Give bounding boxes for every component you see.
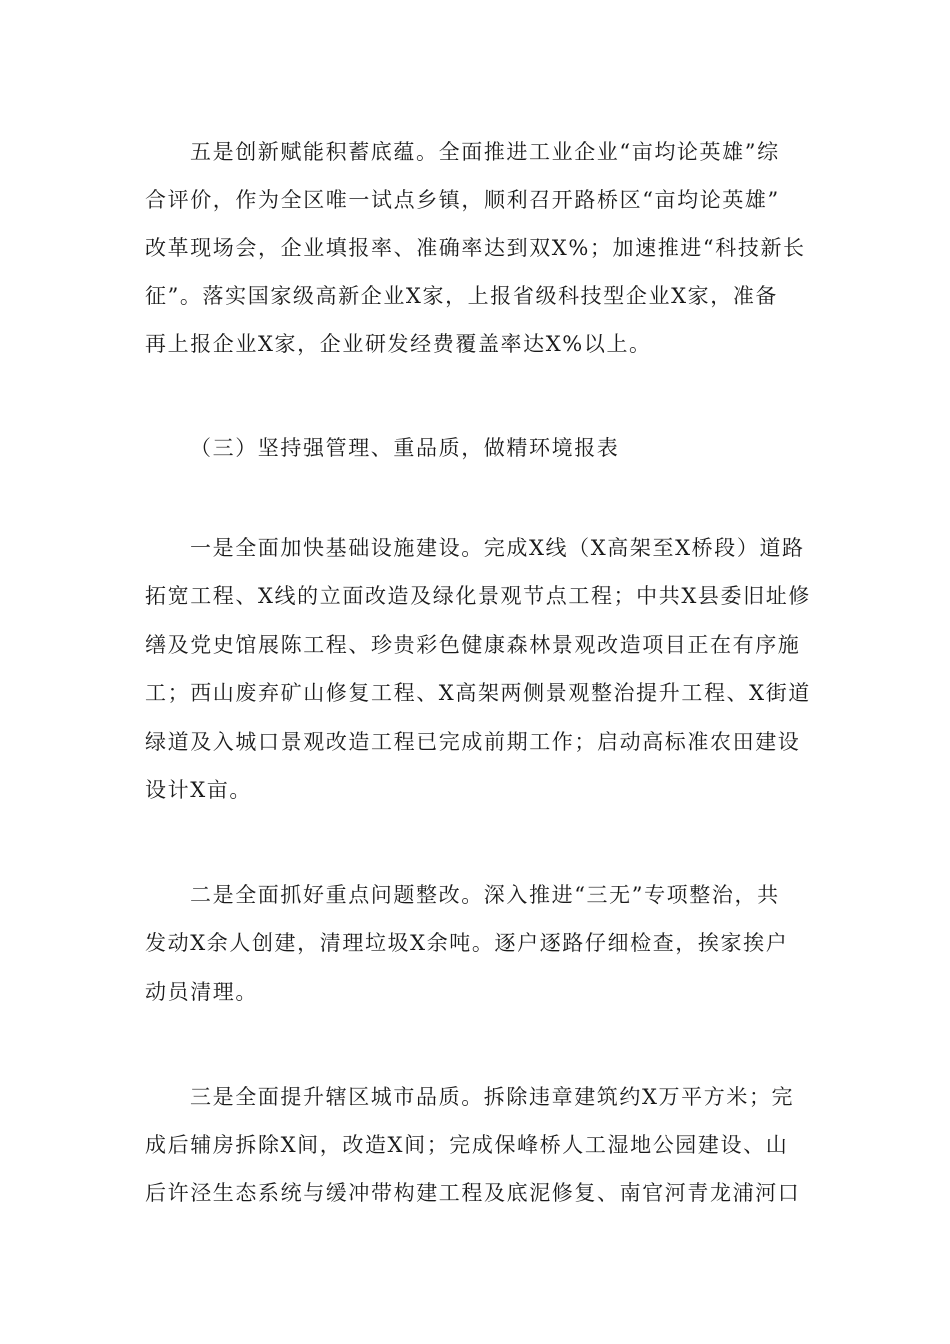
- text-line: 发动X余人创建，清理垃圾X余吨。逐户逐路仔细检查，挨家挨户: [145, 931, 789, 955]
- text-line: 拓宽工程、X线的立面改造及绿化景观节点工程；中共X县委旧址修: [145, 584, 811, 608]
- section-heading: （三）坚持强管理、重品质，做精环境报表: [190, 436, 620, 460]
- text-line: 一是全面加快基础设施建设。完成X线（X高架至X桥段）道路: [190, 536, 805, 560]
- text-line: 再上报企业X家，企业研发经费覆盖率达X%以上。: [145, 332, 652, 356]
- text-line: 五是创新赋能积蓄底蕴。全面推进工业企业“亩均论英雄”综: [190, 140, 780, 164]
- text-line: 三是全面提升辖区城市品质。拆除违章建筑约X万平方米；完: [190, 1085, 795, 1109]
- text-line: 缮及党史馆展陈工程、珍贵彩色健康森林景观改造项目正在有序施: [145, 633, 801, 657]
- text-line: 成后辅房拆除X间，改造X间；完成保峰桥人工湿地公园建设、山: [145, 1133, 789, 1157]
- text-line: 动员清理。: [145, 980, 258, 1004]
- text-line: 后许泾生态系统与缓冲带构建工程及底泥修复、南官河青龙浦河口: [145, 1181, 801, 1205]
- text-line: 合评价，作为全区唯一试点乡镇，顺利召开路桥区“亩均论英雄”: [145, 188, 780, 212]
- text-line: 绿道及入城口景观改造工程已完成前期工作；启动高标准农田建设: [145, 730, 801, 754]
- text-line: 二是全面抓好重点问题整改。深入推进“三无”专项整治，共: [190, 883, 780, 907]
- text-line: 改革现场会，企业填报率、准确率达到双X%；加速推进“科技新长: [145, 236, 806, 260]
- text-line: 征”。落实国家级高新企业X家，上报省级科技型企业X家，准备: [145, 284, 779, 308]
- text-line: 工；西山废弃矿山修复工程、X高架两侧景观整治提升工程、X街道: [145, 681, 811, 705]
- text-line: 设计X亩。: [145, 778, 252, 802]
